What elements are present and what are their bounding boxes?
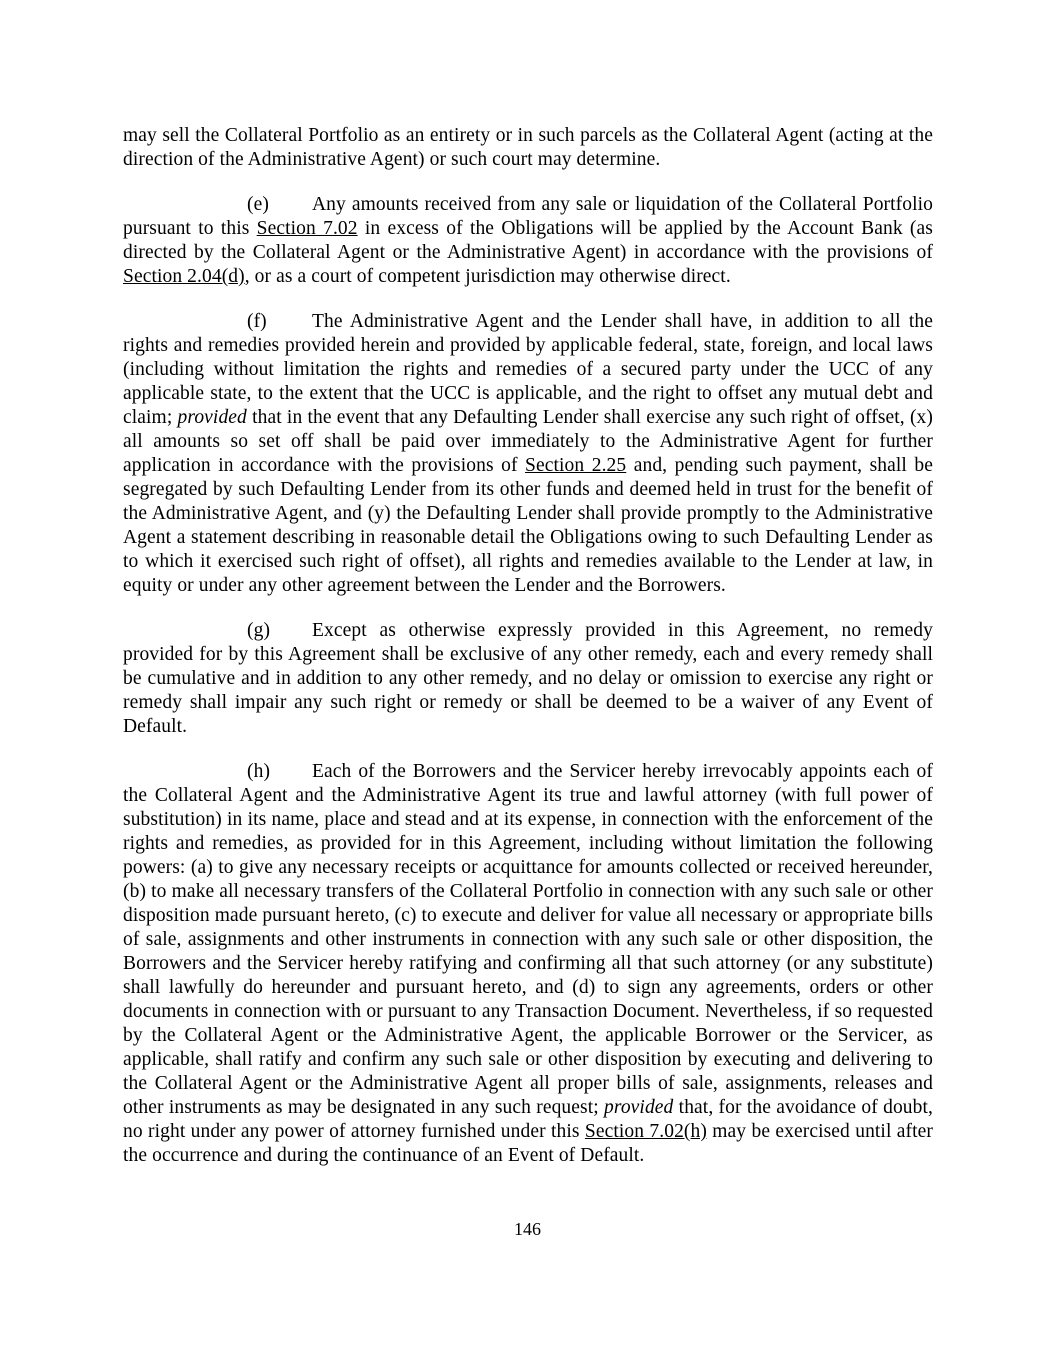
text-run: , or as a court of competent jurisdiction may otherwise direct. <box>244 266 731 287</box>
text-run: and, pending such payment, shall be segregated by such Defaulting Lender from its other funds and deemed held in trust for the benefit of the Administrative Agent, and (y) the Defaulting Lender shall provide promptly to the Administrative Agent a statement describing in reasonable detail the Obligations owing to such Defaulting Lender as to which it exercised such right of offset), all rights and remedies available to the Lender at law, in equity or under any other agreement between the Lender and the Borrowers. <box>123 455 933 596</box>
paragraph <box>123 760 933 1168</box>
italic-text: provided <box>604 1097 674 1118</box>
section-reference: Section 2.25 <box>525 455 627 476</box>
document-body <box>123 124 933 1168</box>
paragraph <box>123 619 933 739</box>
page-number: 146 <box>514 1219 541 1239</box>
paragraph <box>123 310 933 598</box>
section-reference: Section 7.02 <box>256 218 358 239</box>
italic-text: provided <box>177 407 247 428</box>
paragraph <box>123 124 933 172</box>
paragraph-label: (f) <box>247 311 267 332</box>
section-reference: Section 2.04(d) <box>123 266 245 287</box>
text-run: that, for the avoidance of doubt, no right under any power of attorney furnished under this <box>123 1097 933 1142</box>
text-run: may sell the Collateral Portfolio as an entirety or in such parcels as the Collateral Agent (acting at the direction of the Administrative Agent) or such court may determine. <box>123 125 933 170</box>
paragraph <box>123 193 933 289</box>
text-run: The Administrative Agent and the Lender shall have, in addition to all the rights and remedies provided herein and provided by applicable federal, state, foreign, and local laws (including without limitation the rights and remedies of a secured party under the UCC of any applicable state, to the extent that the UCC is applicable, and the right to offset any mutual debt and claim; <box>123 311 933 428</box>
text-run: in excess of the Obligations will be applied by the Account Bank (as directed by the Collateral Agent or the Administrative Agent) in accordance with the provisions of <box>123 218 933 263</box>
text-run: Except as otherwise expressly provided in this Agreement, no remedy provided for by this Agreement shall be exclusive of any other remedy, each and every remedy shall be cumulative and in addition to any other remedy, and no delay or omission to exercise any right or remedy shall impair any such right or remedy or shall be deemed to be a waiver of any Event of Default. <box>123 620 933 737</box>
section-reference: Section 7.02(h) <box>584 1121 707 1142</box>
text-run: may be exercised until after the occurrence and during the continuance of an Event of Default. <box>123 1121 933 1166</box>
text-run: Any amounts received from any sale or liquidation of the Collateral Portfolio pursuant to this <box>123 194 933 239</box>
paragraph-label: (g) <box>247 620 271 641</box>
text-run: Each of the Borrowers and the Servicer hereby irrevocably appoints each of the Collateral Agent and the Administrative Agent its true and lawful attorney (with full power of substitution) in its name, place and stead and at its expense, in connection with the enforcement of the rights and remedies, as provided for in this Agreement, including without limitation the following powers: (a) to give any necessary receipts or acquittance for amounts collected or received hereunder, (b) to make all necessary transfers of the Collateral Portfolio in connection with any such sale or other disposition made pursuant hereto, (c) to execute and deliver for value all necessary or appropriate bills of sale, assignments and other instruments in connection with any such sale or other disposition, the Borrowers and the Servicer hereby ratifying and confirming all that such attorney (or any substitute) shall lawfully do hereunder and pursuant hereto, and (d) to sign any agreements, orders or other documents in connection with or pursuant to any Transaction Document. Nevertheless, if so requested by the Collateral Agent or the Administrative Agent, the applicable Borrower or the Servicer, as applicable, shall ratify and confirm any such sale or other disposition by executing and delivering to the Collateral Agent or the Administrative Agent all proper bills of sale, assignments, releases and other instruments as may be designated in any such request; <box>123 761 933 1118</box>
paragraph-label: (h) <box>247 761 271 782</box>
paragraph-label: (e) <box>247 194 269 215</box>
text-run: that in the event that any Defaulting Lender shall exercise any such right of offset, (x) all amounts so set off shall be paid over immediately to the Administrative Agent for further application in accordance with the provisions of <box>123 407 933 476</box>
